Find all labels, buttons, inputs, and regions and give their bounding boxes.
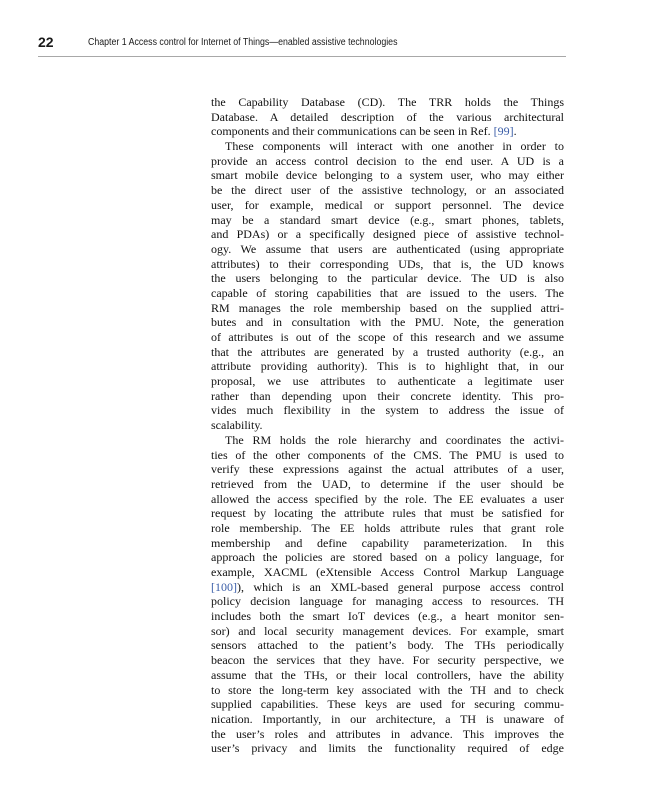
text-run: user, for example, medical or support personnel. The device [211, 197, 564, 212]
text-run: butes and in consultation with the PMU. Note, the generation [211, 315, 564, 330]
text-run: components and their communications can be seen in Ref. [211, 124, 494, 139]
text-run: vides much flexibility in the system to address the issue of [211, 403, 564, 418]
text-line [211, 301, 564, 316]
citation-link[interactable]: [100] [211, 579, 237, 594]
text-run: ties of the other components of the CMS. The PMU is used to [211, 447, 564, 462]
text-run: The RM holds the role hierarchy and coordinates the activi- [225, 432, 564, 447]
text-line [211, 359, 564, 374]
text-line [211, 492, 564, 507]
text-run: These components will interact with one another in order to [225, 139, 564, 154]
text-run: example, XACML (eXtensible Access Control Markup Language [211, 565, 564, 579]
text-line [211, 712, 564, 727]
text-run: request by locating the attribute rules that must be satisfied for [211, 506, 564, 521]
text-line [211, 448, 564, 463]
text-line [211, 242, 564, 257]
text-run: approach the policies are stored based on a policy language, for [211, 550, 564, 565]
text-run: RM manages the role membership based on the supplied attri- [211, 300, 564, 315]
text-line [211, 624, 564, 639]
text-line [211, 653, 564, 668]
text-line [211, 227, 564, 242]
text-line [211, 198, 564, 213]
text-line [211, 683, 564, 698]
text-run: policy decision language for managing access to resources. TH [211, 594, 564, 609]
text-run: attributes) to their corresponding UDs, that is, the UD knows [211, 256, 564, 271]
text-run: includes both the smart IoT devices (e.g., a heart monitor sen- [211, 609, 564, 624]
text-line [211, 521, 564, 536]
text-run: retrieved from the UAD, to determine if the user should be [211, 476, 564, 491]
text-run: beacon the services that they have. For security perspective, we [211, 653, 564, 668]
text-run: attribute providing authority). This is to highlight that, in our [211, 359, 564, 374]
text-run: to store the long-term key associated with the TH and to check [211, 682, 564, 697]
text-line [211, 389, 564, 404]
text-run: assume that the THs, or their local controllers, have the ability [211, 667, 564, 682]
text-run: supplied capabilities. These keys are used for securing commu- [211, 697, 564, 712]
text-line [211, 668, 564, 683]
text-run: be the direct user of the assistive technology, or an associated [211, 183, 564, 198]
text-line [211, 213, 564, 228]
text-line [211, 168, 564, 183]
text-line [211, 403, 564, 418]
text-run: and PDAs) or a specifically designed piece of assistive technol- [211, 227, 564, 242]
text-run: sor) and local security management devices. For example, smart [211, 623, 564, 638]
text-run: that the attributes are generated by a trusted authority (e.g., an [211, 344, 564, 359]
chapter-title: Chapter 1 Access control for Internet of Things—enabled assistive technologies [88, 37, 398, 48]
text-run: provide an access control decision to the end user. A UD is a [211, 153, 564, 168]
text-line [211, 286, 564, 301]
text-line [211, 638, 564, 653]
text-line [211, 330, 564, 345]
text-run: ogy. We assume that users are authenticated (using appropriate [211, 241, 564, 256]
text-run: the Capability Database (CD). The TRR holds the Things [211, 95, 564, 109]
text-run: . [513, 124, 517, 139]
text-line [211, 271, 564, 286]
text-line [211, 95, 564, 110]
text-line [211, 315, 564, 330]
text-line [211, 741, 564, 756]
text-run: role membership. The EE holds attribute rules that grant role [211, 520, 564, 535]
text-line [211, 257, 564, 272]
text-run: verify these expressions against the actual attributes of a user, [211, 462, 564, 477]
text-line [211, 727, 564, 742]
text-line [211, 433, 564, 448]
text-line [211, 594, 564, 609]
text-run: ), which is an XML-based general purpose access control [237, 579, 564, 594]
text-run: nication. Importantly, in our architecture, a TH is unaware of [211, 711, 564, 726]
text-line [211, 139, 564, 154]
text-line [211, 345, 564, 360]
text-run: the users belonging to the particular device. The UD is also [211, 271, 564, 286]
text-line [211, 536, 564, 551]
text-run: rather than depending upon their concrete identity. This pro- [211, 388, 564, 403]
body-text [211, 95, 564, 756]
text-line [211, 506, 564, 521]
text-run: smart mobile device belonging to a system user, who may either [211, 168, 564, 183]
text-line [211, 550, 564, 565]
text-run: capable of storing capabilities that are issued to the users. The [211, 285, 564, 300]
text-run: user’s privacy and limits the functionality required of edge [211, 741, 564, 756]
text-run: may be a standard smart device (e.g., smart phones, tablets, [211, 212, 564, 227]
running-header [38, 34, 566, 57]
text-run: the user’s roles and attributes in advance. This improves the [211, 726, 564, 741]
text-line [211, 418, 564, 433]
text-line [211, 154, 564, 169]
text-run: allowed the access specified by the role. The EE evaluates a user [211, 491, 564, 506]
text-run: proposal, we use attributes to authenticate a legitimate user [211, 374, 564, 389]
text-line [211, 183, 564, 198]
text-line [211, 374, 564, 389]
text-line [211, 110, 564, 125]
text-run: sensors attached to the patient’s body. The THs periodically [211, 638, 564, 653]
page-number: 22 [38, 34, 54, 50]
text-line [211, 565, 564, 580]
text-line [211, 477, 564, 492]
text-run: of attributes is out of the scope of this research and we assume [211, 330, 564, 344]
text-line [211, 580, 564, 595]
text-run: membership and define capability parameterization. In this [211, 535, 564, 550]
text-run: scalability. [211, 418, 263, 433]
text-run: Database. A detailed description of the various architectural [211, 109, 564, 124]
citation-link[interactable]: [99] [493, 124, 514, 139]
text-line [211, 462, 564, 477]
text-line [211, 609, 564, 624]
text-line [211, 124, 564, 139]
text-line [211, 697, 564, 712]
